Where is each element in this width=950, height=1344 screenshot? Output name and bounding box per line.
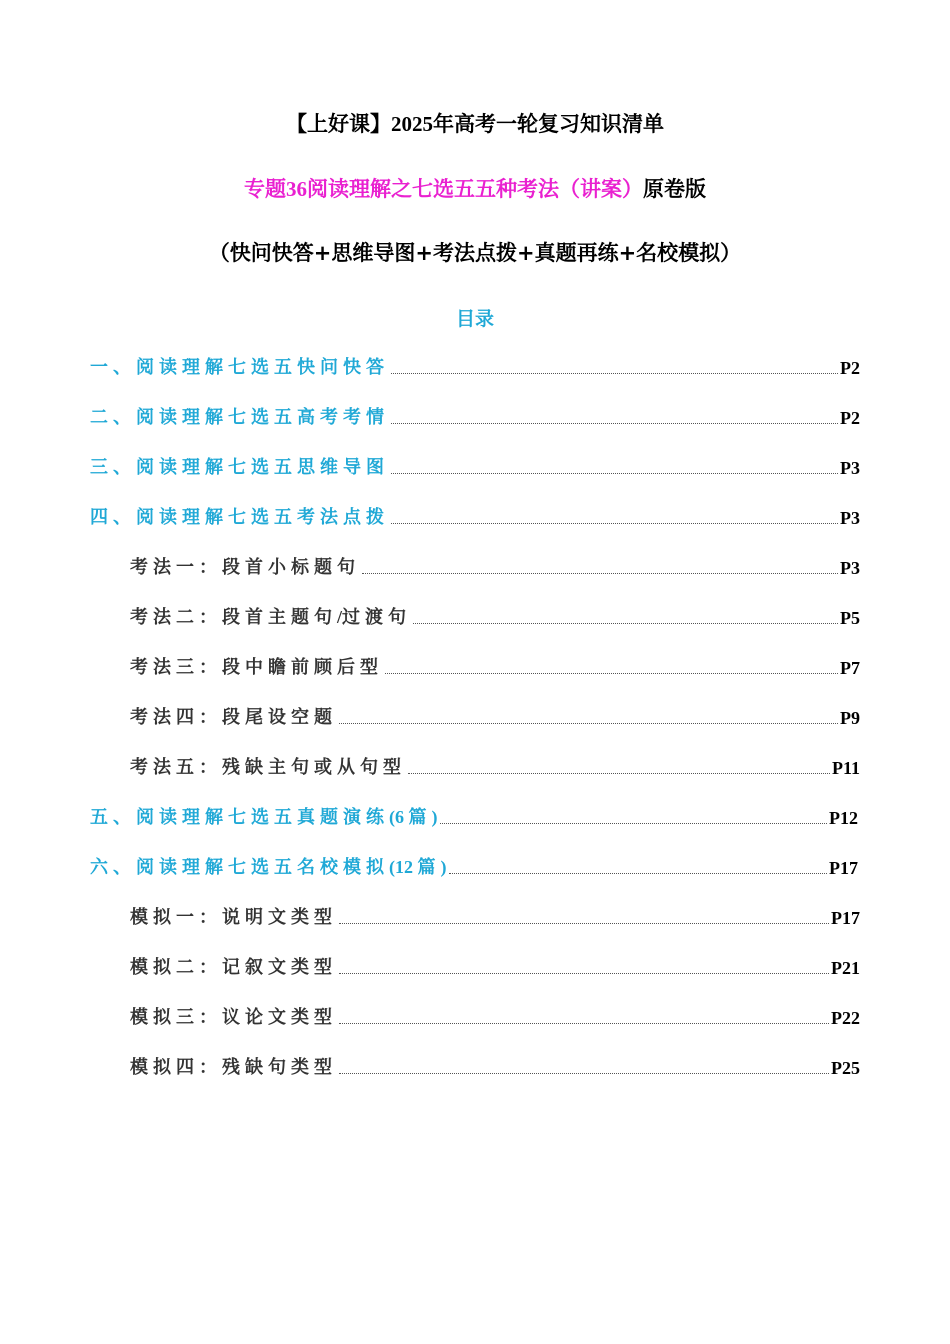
subtitle-version: 原卷版 <box>643 177 706 201</box>
toc-entry-label <box>130 605 411 630</box>
toc-entry-page: P3 <box>840 458 860 478</box>
toc-entry[interactable] <box>90 400 860 430</box>
toc-entry-label: 模拟一：说明文类型 <box>130 907 337 928</box>
toc-leader-dots <box>413 622 838 624</box>
document-subtitle <box>0 173 950 203</box>
toc-label-count: (12 <box>389 857 418 877</box>
toc-label-part: 六、阅读理解七选五名校模拟 <box>90 857 389 878</box>
toc-label-part: 篇 <box>408 807 432 828</box>
toc-label-paren: ) <box>440 857 447 877</box>
toc-label-part: 五、阅读理解七选五真题演练 <box>90 807 389 828</box>
toc-entry-page: P9 <box>840 708 860 728</box>
toc-subentry[interactable] <box>130 700 860 730</box>
toc-leader-dots <box>449 872 828 874</box>
toc-leader-dots <box>391 472 838 474</box>
toc-entry-label <box>90 805 438 830</box>
toc-label-count: (6 <box>389 807 409 827</box>
subtitle-topic: 专题 <box>244 177 286 201</box>
toc-entry-label: 考法四：段尾设空题 <box>130 707 337 728</box>
toc-entry-page: P12 <box>829 808 858 828</box>
toc-entry-label: 模拟二：记叙文类型 <box>130 957 337 978</box>
toc-entry[interactable] <box>90 500 860 530</box>
toc-entry-page: P3 <box>840 508 860 528</box>
toc-entry-page: P11 <box>831 758 860 778</box>
toc-entry-page: P5 <box>840 608 860 628</box>
toc-entry-label: 模拟四：残缺句类型 <box>130 1057 337 1078</box>
document-title <box>0 108 950 138</box>
toc-leader-dots <box>391 372 838 374</box>
toc-leader-dots <box>362 572 838 574</box>
toc-label-part: 篇 <box>417 857 441 878</box>
subtitle-topic-name: 阅读理解之七选五五种考法（讲案） <box>307 177 643 201</box>
toc-label-part: 考法二：段首主题句 <box>130 607 337 628</box>
toc-entry-label: 三、阅读理解七选五思维导图 <box>90 457 389 478</box>
toc-entry-page: P3 <box>840 558 860 578</box>
toc-entry-page: P25 <box>831 1058 860 1078</box>
toc-entry-label: 四、阅读理解七选五考法点拨 <box>90 507 389 528</box>
toc-leader-dots <box>339 1072 829 1074</box>
title-prefix: 【上好课】 <box>286 112 391 136</box>
toc-entry[interactable] <box>90 850 858 880</box>
toc-entry-label: 模拟三：议论文类型 <box>130 1007 337 1028</box>
toc-entry[interactable] <box>90 800 858 830</box>
toc-entry-page: P22 <box>831 1008 860 1028</box>
toc-subentry[interactable] <box>130 600 860 630</box>
toc-label-paren: ) <box>431 807 438 827</box>
toc-entry-label: 考法三：段中瞻前顾后型 <box>130 657 383 678</box>
toc-entry-page: P2 <box>840 408 860 428</box>
toc-entry-label: 一、阅读理解七选五快问快答 <box>90 357 389 378</box>
toc-label-part: 过渡句 <box>342 607 412 628</box>
toc-entry-label: 二、阅读理解七选五高考考情 <box>90 407 389 428</box>
toc-leader-dots <box>385 672 838 674</box>
toc-entry[interactable] <box>90 450 860 480</box>
toc-entry-page: P17 <box>829 858 858 878</box>
toc-entry-label <box>90 855 447 880</box>
toc-leader-dots <box>440 822 828 824</box>
toc-subentry[interactable] <box>130 750 860 780</box>
title-year: 2025 <box>391 112 433 136</box>
toc-subentry[interactable] <box>130 650 860 680</box>
toc-entry[interactable] <box>90 350 860 380</box>
toc-subentry[interactable] <box>130 1000 860 1030</box>
toc-leader-dots <box>339 922 829 924</box>
toc-subentry[interactable] <box>130 950 860 980</box>
toc-subentry[interactable] <box>130 900 860 930</box>
toc-entry-page: P7 <box>840 658 860 678</box>
toc-leader-dots <box>339 722 838 724</box>
toc-entry-label: 考法一：段首小标题句 <box>130 557 360 578</box>
title-suffix: 年高考一轮复习知识清单 <box>433 112 664 136</box>
toc-leader-dots <box>408 772 830 774</box>
toc-entry-label: 考法五：残缺主句或从句型 <box>130 757 406 778</box>
toc-label-slash: / <box>337 607 343 627</box>
toc-entry-page: P17 <box>831 908 860 928</box>
toc-subentry[interactable] <box>130 550 860 580</box>
toc-leader-dots <box>339 1022 829 1024</box>
toc-leader-dots <box>339 972 829 974</box>
toc-entry-page: P21 <box>831 958 860 978</box>
subtitle-number: 36 <box>286 177 307 201</box>
toc-subentry[interactable] <box>130 1050 860 1080</box>
document-contents-note: （快问快答+思维导图+考法点拨+真题再练+名校模拟） <box>208 241 742 265</box>
toc-entry-page: P2 <box>840 358 860 378</box>
toc-heading: 目录 <box>455 308 494 330</box>
toc-leader-dots <box>391 522 838 524</box>
toc-leader-dots <box>391 422 838 424</box>
